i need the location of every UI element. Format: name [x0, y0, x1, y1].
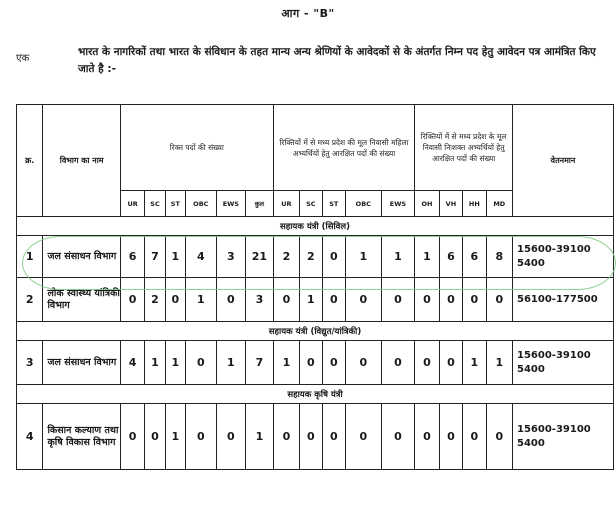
sub-header-disabled: MD: [486, 191, 512, 217]
row-value: 21: [246, 236, 274, 278]
row-value: 1: [216, 341, 246, 385]
table-row: [17, 404, 614, 470]
row-sn: 3: [17, 341, 43, 385]
row-value: 1: [463, 341, 486, 385]
intro-label: एक: [16, 53, 30, 64]
row-value: 3: [216, 236, 246, 278]
row-value: 1: [300, 278, 322, 322]
row-value: 2: [145, 278, 165, 322]
row-value: 0: [216, 278, 246, 322]
row-pay-scale: 56100-177500: [513, 278, 614, 322]
sub-header-vacant: ST: [165, 191, 185, 217]
section-row: [17, 217, 614, 236]
row-value: 0: [216, 404, 246, 470]
sub-header-vacant: UR: [120, 191, 144, 217]
intro-text: भारत के नागरिकों तथा भारत के संविधान के तहत मान्य अन्य श्रेणियों के आवेदकों से के अंतर्गत निम्न पद हेतु आवेदन पत्र आमंत्रित किए जाते है :-: [78, 46, 596, 75]
sub-header-disabled: OH: [415, 191, 439, 217]
row-value: 0: [463, 278, 486, 322]
row-value: 6: [439, 236, 462, 278]
row-value: 1: [345, 236, 381, 278]
row-value: 8: [486, 236, 512, 278]
section-title: सहायक कृषि यंत्री: [17, 385, 614, 404]
sub-header-vacant: SC: [145, 191, 165, 217]
row-value: 0: [322, 236, 345, 278]
row-value: 0: [186, 341, 217, 385]
row-value: 7: [246, 341, 274, 385]
table-row: [17, 341, 614, 385]
row-value: 7: [145, 236, 165, 278]
row-value: 0: [120, 278, 144, 322]
row-value: 0: [415, 404, 439, 470]
row-value: 0: [322, 404, 345, 470]
table-row: [17, 236, 614, 278]
part-heading: आग - "B": [281, 7, 335, 20]
row-value: 1: [165, 236, 185, 278]
row-value: 0: [273, 404, 299, 470]
row-value: 0: [381, 341, 415, 385]
row-dept: जल संसाधन विभाग: [43, 341, 120, 385]
row-pay-scale: 15600-39100 5400: [513, 404, 614, 470]
section-row: [17, 322, 614, 341]
row-value: 6: [120, 236, 144, 278]
row-value: 1: [186, 278, 217, 322]
row-value: 1: [246, 404, 274, 470]
row-value: 2: [300, 236, 322, 278]
row-sn: 2: [17, 278, 43, 322]
row-sn: 1: [17, 236, 43, 278]
row-value: 0: [145, 404, 165, 470]
row-value: 0: [439, 404, 462, 470]
section-row: [17, 385, 614, 404]
row-value: 1: [415, 236, 439, 278]
row-value: 1: [165, 341, 185, 385]
section-title: सहायक यंत्री (विद्युत/यांत्रिकी): [17, 322, 614, 341]
row-value: 0: [345, 341, 381, 385]
table-row: [17, 278, 614, 322]
row-value: 0: [486, 278, 512, 322]
row-value: 6: [463, 236, 486, 278]
sub-header-women: UR: [273, 191, 299, 217]
row-value: 2: [273, 236, 299, 278]
row-value: 0: [273, 278, 299, 322]
row-value: 0: [186, 404, 217, 470]
row-dept: किसान कल्याण तथा कृषि विकास विभाग: [43, 404, 120, 470]
row-value: 1: [486, 341, 512, 385]
row-pay-scale: 15600-39100 5400: [513, 236, 614, 278]
row-value: 0: [486, 404, 512, 470]
row-value: 0: [439, 278, 462, 322]
header-vacant: रिक्त पदों की संख्या: [120, 105, 273, 191]
header-women: रिक्तियों में से मध्य प्रदेश की मूल निवासी महिला अभ्यर्थियों हेतु आरक्षित पदों की संख्या: [273, 105, 415, 191]
row-pay-scale: 15600-39100 5400: [513, 341, 614, 385]
header-pay: वेतनमान: [513, 105, 614, 217]
row-value: 0: [300, 404, 322, 470]
header-dept: विभाग का नाम: [43, 105, 120, 217]
row-value: 0: [381, 278, 415, 322]
row-dept: जल संसाधन विभाग: [43, 236, 120, 278]
row-value: 0: [381, 404, 415, 470]
header-sn: क्र.: [17, 105, 43, 217]
row-dept: लोक स्वास्थ्य यांत्रिकी विभाग: [43, 278, 120, 322]
row-value: 0: [345, 404, 381, 470]
row-value: 4: [186, 236, 217, 278]
sub-header-women: ST: [322, 191, 345, 217]
row-value: 1: [381, 236, 415, 278]
sub-header-women: OBC: [345, 191, 381, 217]
row-value: 1: [165, 404, 185, 470]
row-value: 3: [246, 278, 274, 322]
sub-header-vacant: EWS: [216, 191, 246, 217]
row-value: 0: [463, 404, 486, 470]
table-body: [17, 217, 614, 470]
sub-header-disabled: VH: [439, 191, 462, 217]
row-value: 0: [300, 341, 322, 385]
row-value: 1: [273, 341, 299, 385]
row-value: 4: [120, 341, 144, 385]
sub-header-vacant: कुल: [246, 191, 274, 217]
row-value: 0: [345, 278, 381, 322]
row-value: 0: [415, 278, 439, 322]
row-sn: 4: [17, 404, 43, 470]
header-disabled: रिक्तियों में से मध्य प्रदेश के मूल निवासी निःशक्त अभ्यर्थियों हेतु आरक्षित पदों की संख्या: [415, 105, 513, 191]
sub-header-disabled: HH: [463, 191, 486, 217]
row-value: 0: [165, 278, 185, 322]
recruitment-table: [16, 104, 614, 470]
row-value: 0: [415, 341, 439, 385]
row-value: 0: [439, 341, 462, 385]
row-value: 0: [322, 341, 345, 385]
sub-header-vacant: OBC: [186, 191, 217, 217]
row-value: 1: [145, 341, 165, 385]
sub-header-women: EWS: [381, 191, 415, 217]
sub-header-women: SC: [300, 191, 322, 217]
row-value: 0: [120, 404, 144, 470]
section-title: सहायक यंत्री (सिविल): [17, 217, 614, 236]
row-value: 0: [322, 278, 345, 322]
